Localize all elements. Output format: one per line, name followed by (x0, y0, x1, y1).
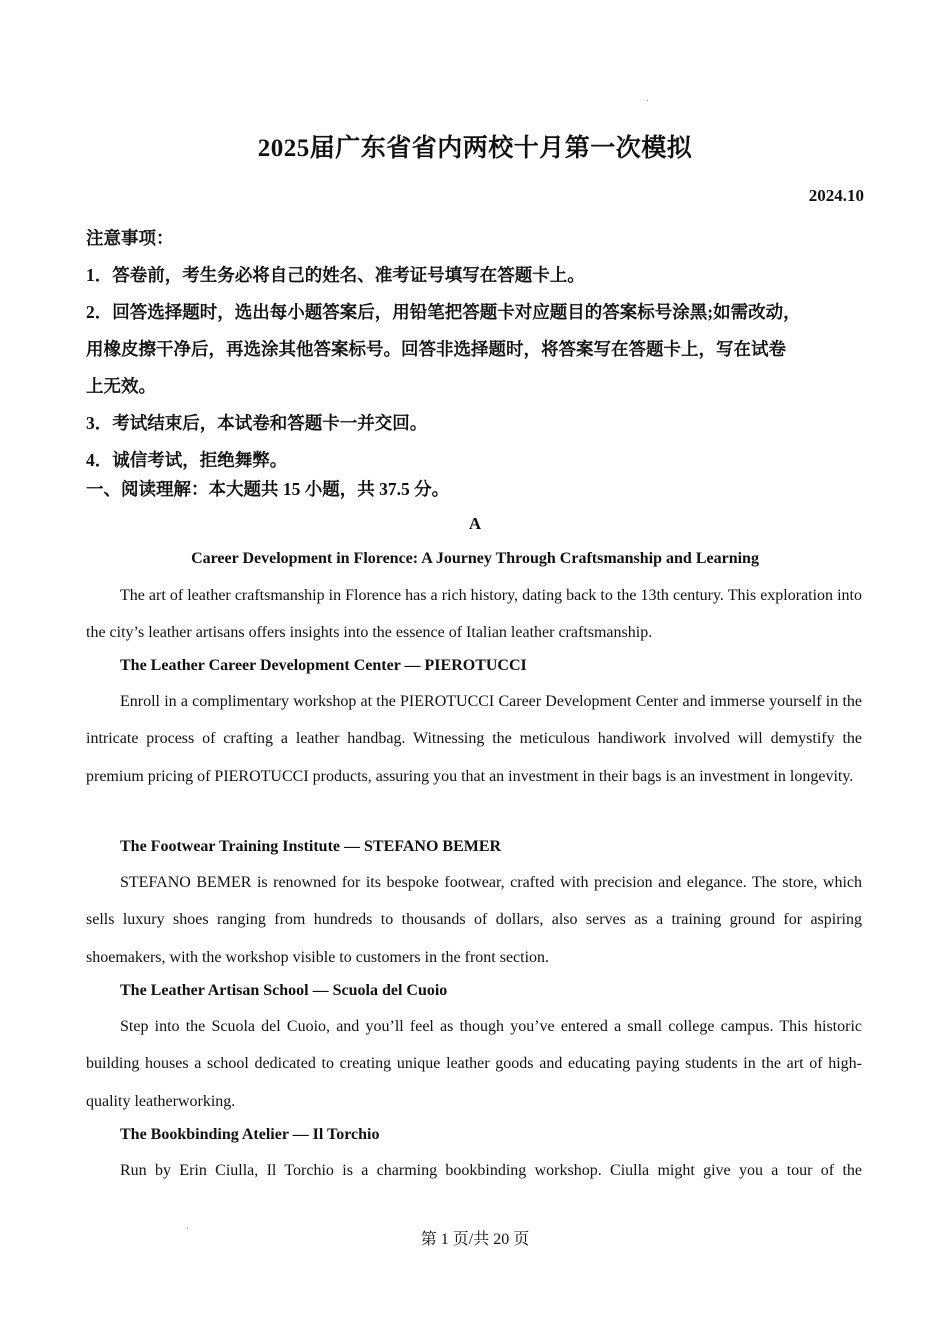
section-heading-il-torchio: The Bookbinding Atelier — Il Torchio (120, 1126, 380, 1143)
note-item: 上无效。 (86, 376, 156, 396)
note-item: 用橡皮擦干净后，再选涂其他答案标号。回答非选择题时，将答案写在答题卡上，写在试卷 (86, 339, 786, 359)
passage-title: Career Development in Florence: A Journey Through Craftsmanship and Learning (191, 550, 759, 567)
section-body-pierotucci (86, 683, 862, 795)
section-heading-pierotucci: The Leather Career Development Center — PIEROTUCCI (120, 657, 527, 674)
paragraph: Step into the Scuola del Cuoio, and you’ll feel as though you’ve entered a small college campus. This historic building houses a school dedicated to creating unique leather goods and educating paying students in the art of high-quality leatherworking. (86, 1018, 862, 1110)
section-body-scuola-del-cuoio (86, 1008, 862, 1120)
paragraph: Run by Erin Ciulla, Il Torchio is a charming bookbinding workshop. Ciulla might give you a tour of the (120, 1162, 862, 1179)
notes-heading: 注意事项： (86, 228, 174, 248)
section-body-il-torchio (86, 1152, 862, 1189)
passage-intro (86, 577, 862, 652)
section-body-stefano-bemer (86, 864, 862, 976)
paragraph: STEFANO BEMER is renowned for its bespoke footwear, crafted with precision and elegance. The store, which sells luxury shoes ranging from hundreds to thousands of dollars, also serves as a training ground for aspiring shoemakers, with the workshop visible to customers in the front section. (86, 874, 862, 966)
exam-date: 2024.10 (808, 186, 864, 205)
scan-mark (647, 100, 648, 101)
section-heading: 一、阅读理解：本大题共 15 小题，共 37.5 分。 (86, 479, 450, 499)
exam-notes (86, 220, 866, 479)
passage-letter: A (468, 514, 482, 533)
note-item: 4．诚信考试，拒绝舞弊。 (86, 450, 288, 470)
paragraph: Enroll in a complimentary workshop at the PIEROTUCCI Career Development Center and immerse yourself in the intricate process of crafting a leather handbag. Witnessing the meticulous handiwork involved will demystify the premium pricing of PIEROTUCCI products, assuring you that an investment in their bags is an investment in longevity. (86, 693, 862, 785)
note-item: 3．考试结束后，本试卷和答题卡一并交回。 (86, 413, 428, 433)
note-item: 1．答卷前，考生务必将自己的姓名、准考证号填写在答题卡上。 (86, 265, 585, 285)
note-item: 2．回答选择题时，选出每小题答案后，用铅笔把答题卡对应题目的答案标号涂黑;如需改动， (86, 302, 801, 322)
section-heading-scuola-del-cuoio: The Leather Artisan School — Scuola del Cuoio (120, 982, 448, 999)
page-title: 2025届广东省省内两校十月第一次模拟 (257, 135, 693, 162)
section-heading-stefano-bemer: The Footwear Training Institute — STEFANO BEMER (120, 838, 502, 855)
page-number: 第 1 页/共 20 页 (420, 1231, 530, 1248)
intro-paragraph: The art of leather craftsmanship in Florence has a rich history, dating back to the 13th century. This exploration into the city’s leather artisans offers insights into the essence of Italian leather craftsmanship. (86, 587, 862, 642)
